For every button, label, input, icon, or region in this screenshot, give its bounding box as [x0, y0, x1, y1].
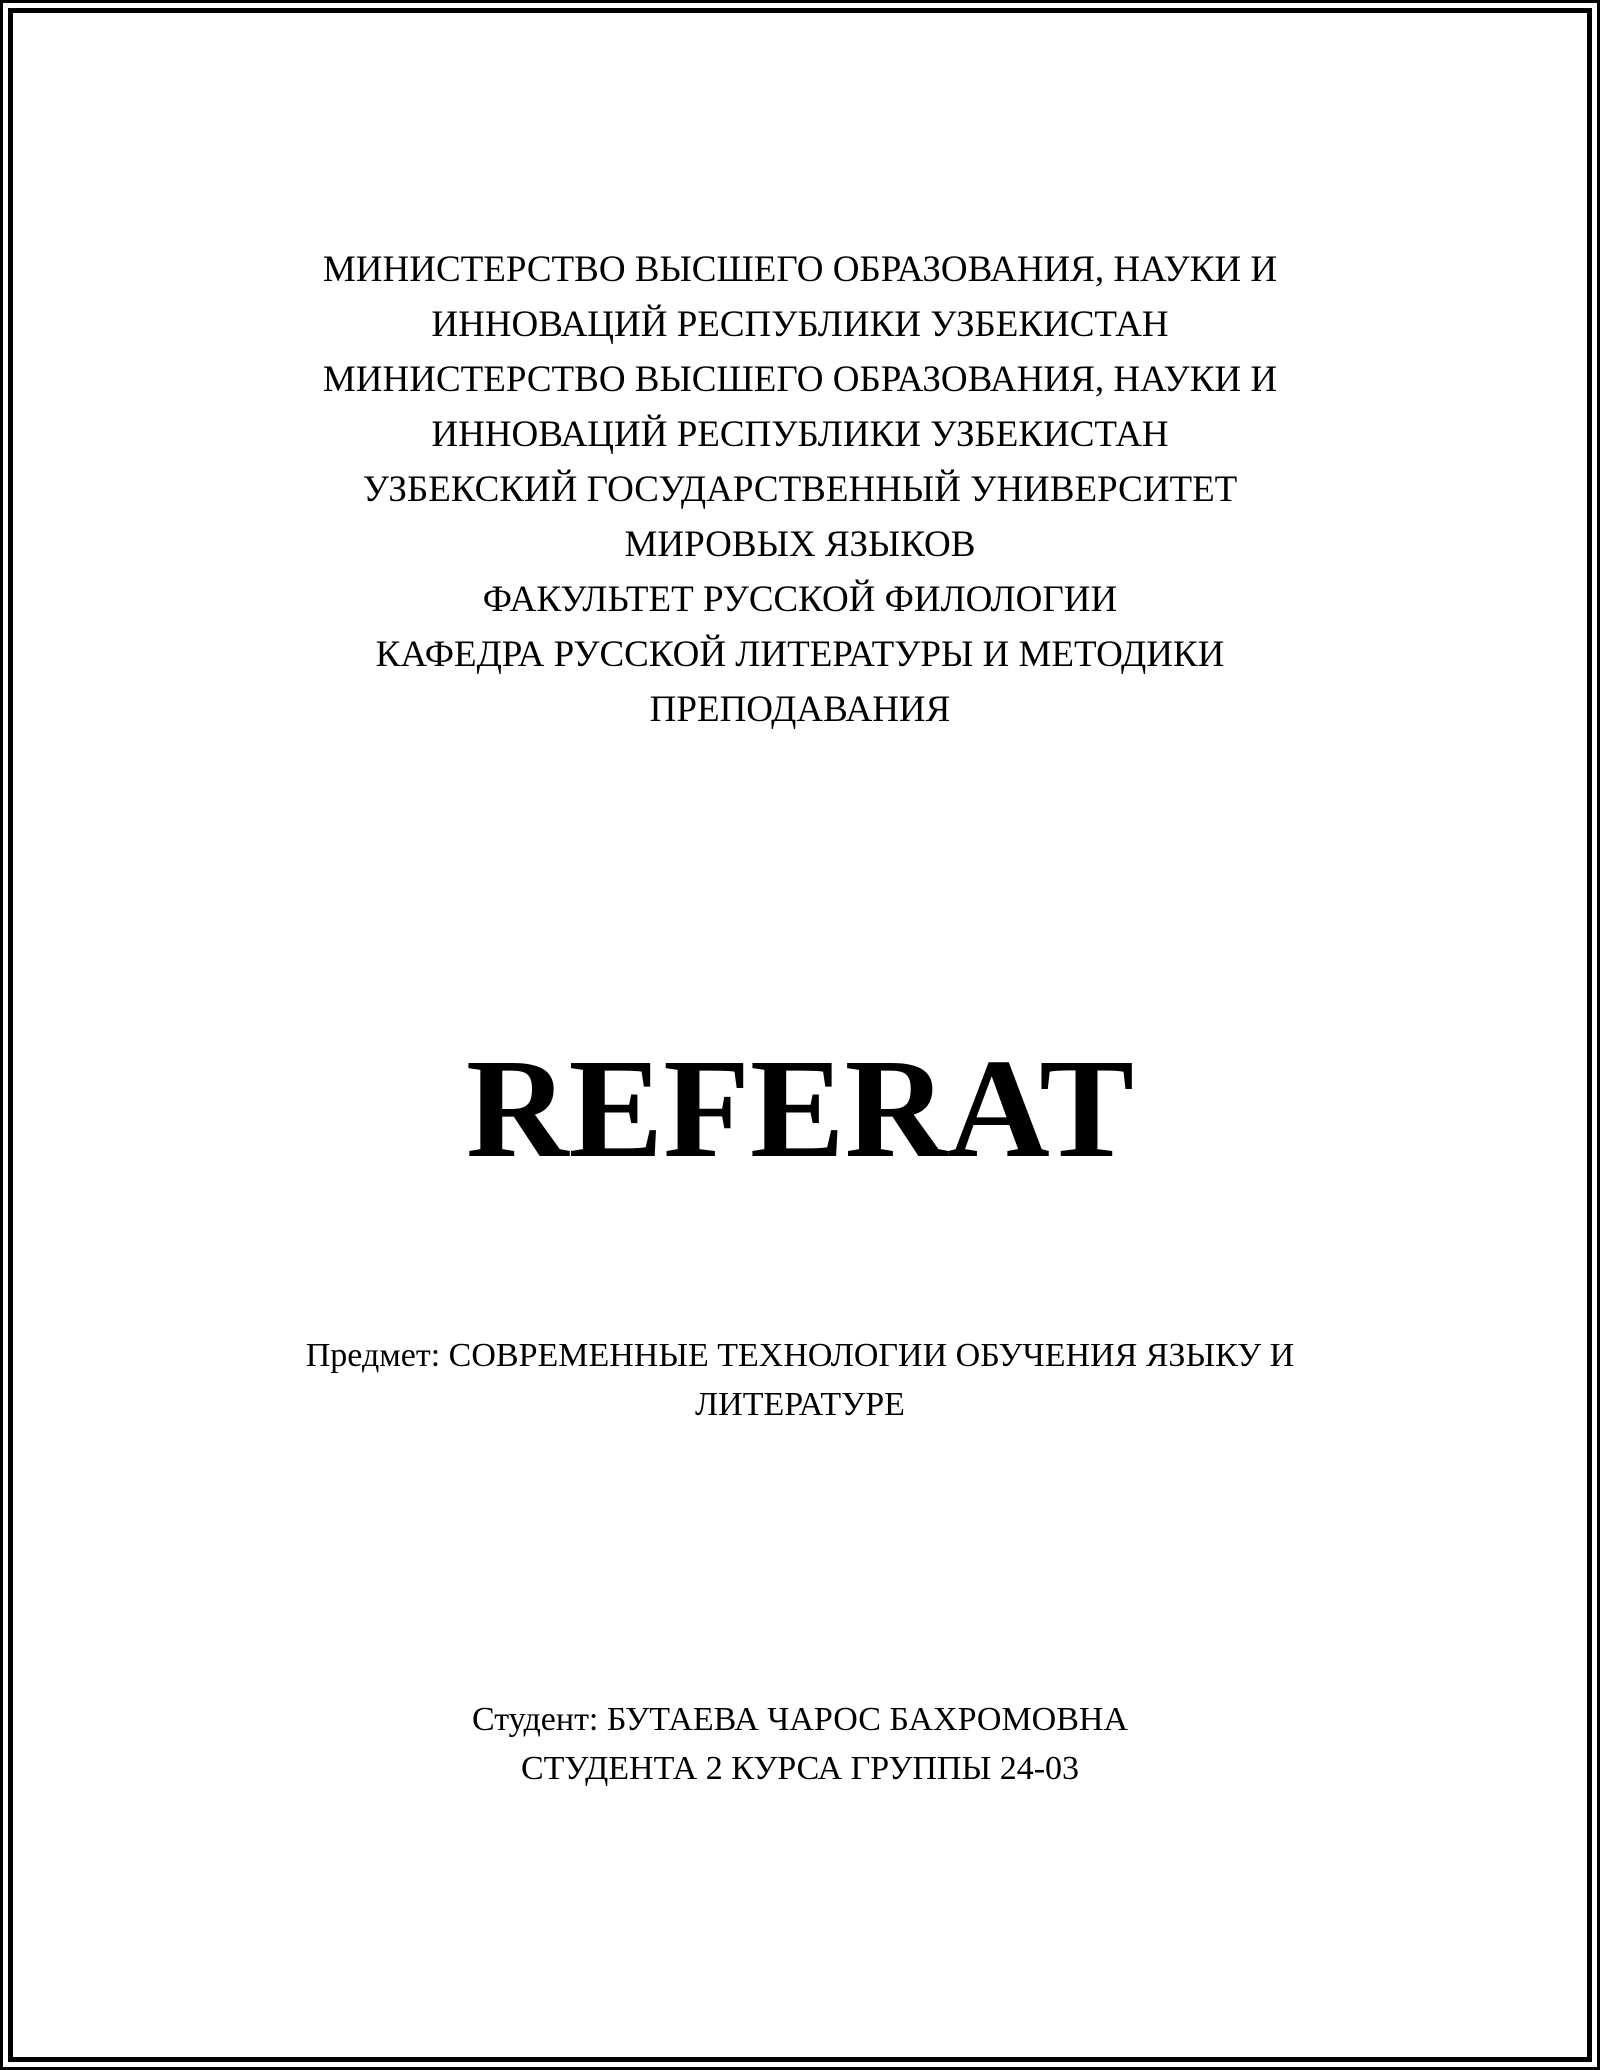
header-line-department-cont: ПРЕПОДАВАНИЯ [649, 689, 951, 730]
document-title: REFERAT [466, 1029, 1134, 1187]
header-line-department: КАФЕДРА РУССКОЙ ЛИТЕРАТУРЫ И МЕТОДИКИ [375, 634, 1225, 675]
student-name: Студент: БУТАЕВА ЧАРОС БАХРОМОВНА [471, 1701, 1129, 1738]
header-line-innovations: ИННОВАЦИЙ РЕСПУБЛИКИ УЗБЕКИСТАН [431, 304, 1169, 345]
subject-line-cont: ЛИТЕРАТУРЕ [695, 1386, 905, 1423]
student-block [0, 1695, 1600, 1793]
header-line-innovations-repeat: ИННОВАЦИЙ РЕСПУБЛИКИ УЗБЕКИСТАН [431, 414, 1169, 455]
header-line-ministry: МИНИСТЕРСТВО ВЫСШЕГО ОБРАЗОВАНИЯ, НАУКИ И [322, 249, 1278, 290]
header-line-ministry-repeat: МИНИСТЕРСТВО ВЫСШЕГО ОБРАЗОВАНИЯ, НАУКИ И [322, 359, 1278, 400]
institution-header [0, 242, 1600, 737]
header-line-university-cont: МИРОВЫХ ЯЗЫКОВ [624, 524, 976, 565]
subject-line: Предмет: СОВРЕМЕННЫЕ ТЕХНОЛОГИИ ОБУЧЕНИЯ ЯЗЫКУ И [305, 1337, 1295, 1374]
student-course-group: СТУДЕНТА 2 КУРСА ГРУППЫ 24-03 [520, 1750, 1080, 1787]
header-line-faculty: ФАКУЛЬТЕТ РУССКОЙ ФИЛОЛОГИИ [482, 579, 1118, 620]
header-line-university: УЗБЕКСКИЙ ГОСУДАРСТВЕННЫЙ УНИВЕРСИТЕТ [362, 469, 1238, 510]
subject-block [0, 1331, 1600, 1429]
